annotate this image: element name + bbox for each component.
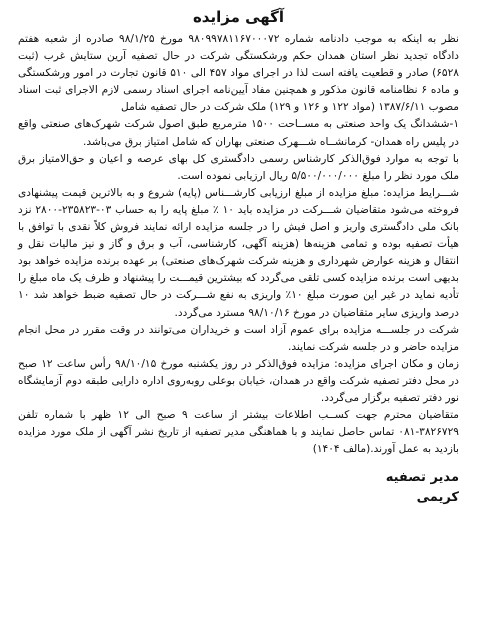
contact-paragraph: متقاضیان محترم جهت کســب اطلاعات بیشتر از ساعت ۹ صبح الی ۱۲ ظهر با شماره تلفن ۳۸۲۶۷۲۹-۰۸۱ تماس حاصل نمایند و با هماهنگی مدیر تصفیه از تاریخ نشر آگهی از ملک مورد مزایده بازدید به عمل آورند.(مالف ۱۴۰۴) — [18, 409, 459, 456]
participation-paragraph: شرکت در جلســـه مزایده برای عموم آزاد است و خریداران می‌توانند در وقت مقرر در محل انجام مزایده حاضر و در جلسه شرکت نمایند. — [18, 323, 459, 353]
notice-body — [18, 31, 459, 458]
valuation-paragraph: با توجه به موارد فوق‌الذکر کارشناس رسمی دادگستری کل بهای عرصه و اعیان و حق‌الامتیاز برق ملک مورد نظر را مبلغ ۵/۵۰۰/۰۰۰/۰۰۰ ریال ارزیابی نموده است. — [18, 152, 459, 182]
notice-title: آگهی مزایده — [192, 8, 285, 26]
signature-role: مدیر تصفیه — [385, 470, 459, 486]
signature-block — [18, 468, 459, 508]
property-paragraph: ۱-ششدانگ یک واحد صنعتی به مســاحت ۱۵۰۰ مترمربع طبق اصول شرکت شهرک‌های صنعتی واقع در پلیس راه همدان- کرمانشــاه شـــهرک صنعتی بهاران که شامل امتیاز برق می‌باشد. — [18, 118, 460, 148]
intro-paragraph: نظر به اینکه به موجب دادنامه شماره ۹۸۰۹۹۷۸۱۱۶۷۰۰۰۷۲ مورخ ۹۸/۱/۲۵ صادره از شعبه هفتم دادگاه تجدید نظر استان همدان حکم ورشکستگی شرکت در حال تصفیه آرین ستایش غرب (ثبت ۶۵۲۸) صادر و قطعیت یافته است لذا در اجرای مواد ۴۵۷ الی ۵۱۰ قانون تجارت در امور ورشکستگی و ماده ۶ نظامنامه قانون مذکور و همچنین مفاد آیین‌نامه اجرای اسناد رسمی لازم الاجرای ثبت اسناد مصوب ۱۳۸۷/۶/۱۱ (مواد ۱۲۲ و ۱۲۶ و ۱۲۹) ملک شرکت در حال تصفیه شامل — [18, 33, 459, 114]
time-place-paragraph: زمان و مکان اجرای مزایده: مزایده فوق‌الذکر در روز یکشنبه مورخ ۹۸/۱۰/۱۵ رأس ساعت ۱۲ صبح در محل دفتر تصفیه شرکت واقع در همدان، خیابان بوعلی روبه‌روی اداره دارایی طبقه دوم آزمایشگاه نور دفتر تصفیه برگزار می‌گردد. — [18, 357, 460, 404]
signature-name: کریمی — [416, 490, 459, 506]
conditions-paragraph: شـــرایط مزایده: مبلغ مزایده از مبلغ ارزیابی کارشـــناس (پایه) شروع و به بالاترین قیمت پیشنهادی فروخته می‌شود متقاضیان شـــرکت در مزایده باید ۱۰ ٪ مبلغ پایه را به حساب ۰۳-۲۳۵۸۲۳-۲۸۰۰ نزد بانک ملی دادگستری واریز و اصل فیش را در جلسه مزایده ارائه نمایند فروش کلاً نقدی با توافق با هیأت تصفیه بوده و تمامی هزینه‌ها (هزینه آگهی، کارشناسی، آب و برق و گاز و نیز مالیات نقل و انتقال و هزینه عوارض شهرداری و هزینه شرکت شهرک‌های صنعتی) بر عهده برنده مزایده خواهد بود بدیهی است برنده مزایده کسی تلقی می‌گردد که بیشترین قیمـــت را پیشنهاد و ظرف یک ماه مبلغ را تأدیه نماید در غیر این صورت مبلغ ۱۰٪ واریزی به نفع شـــرکت در حال تصفیه ضبط خواهد شد ۱۰ درصد واریزی سایر متقاضیان در مورخ ۹۸/۱۰/۱۶ مسترد می‌گردد. — [18, 186, 459, 319]
